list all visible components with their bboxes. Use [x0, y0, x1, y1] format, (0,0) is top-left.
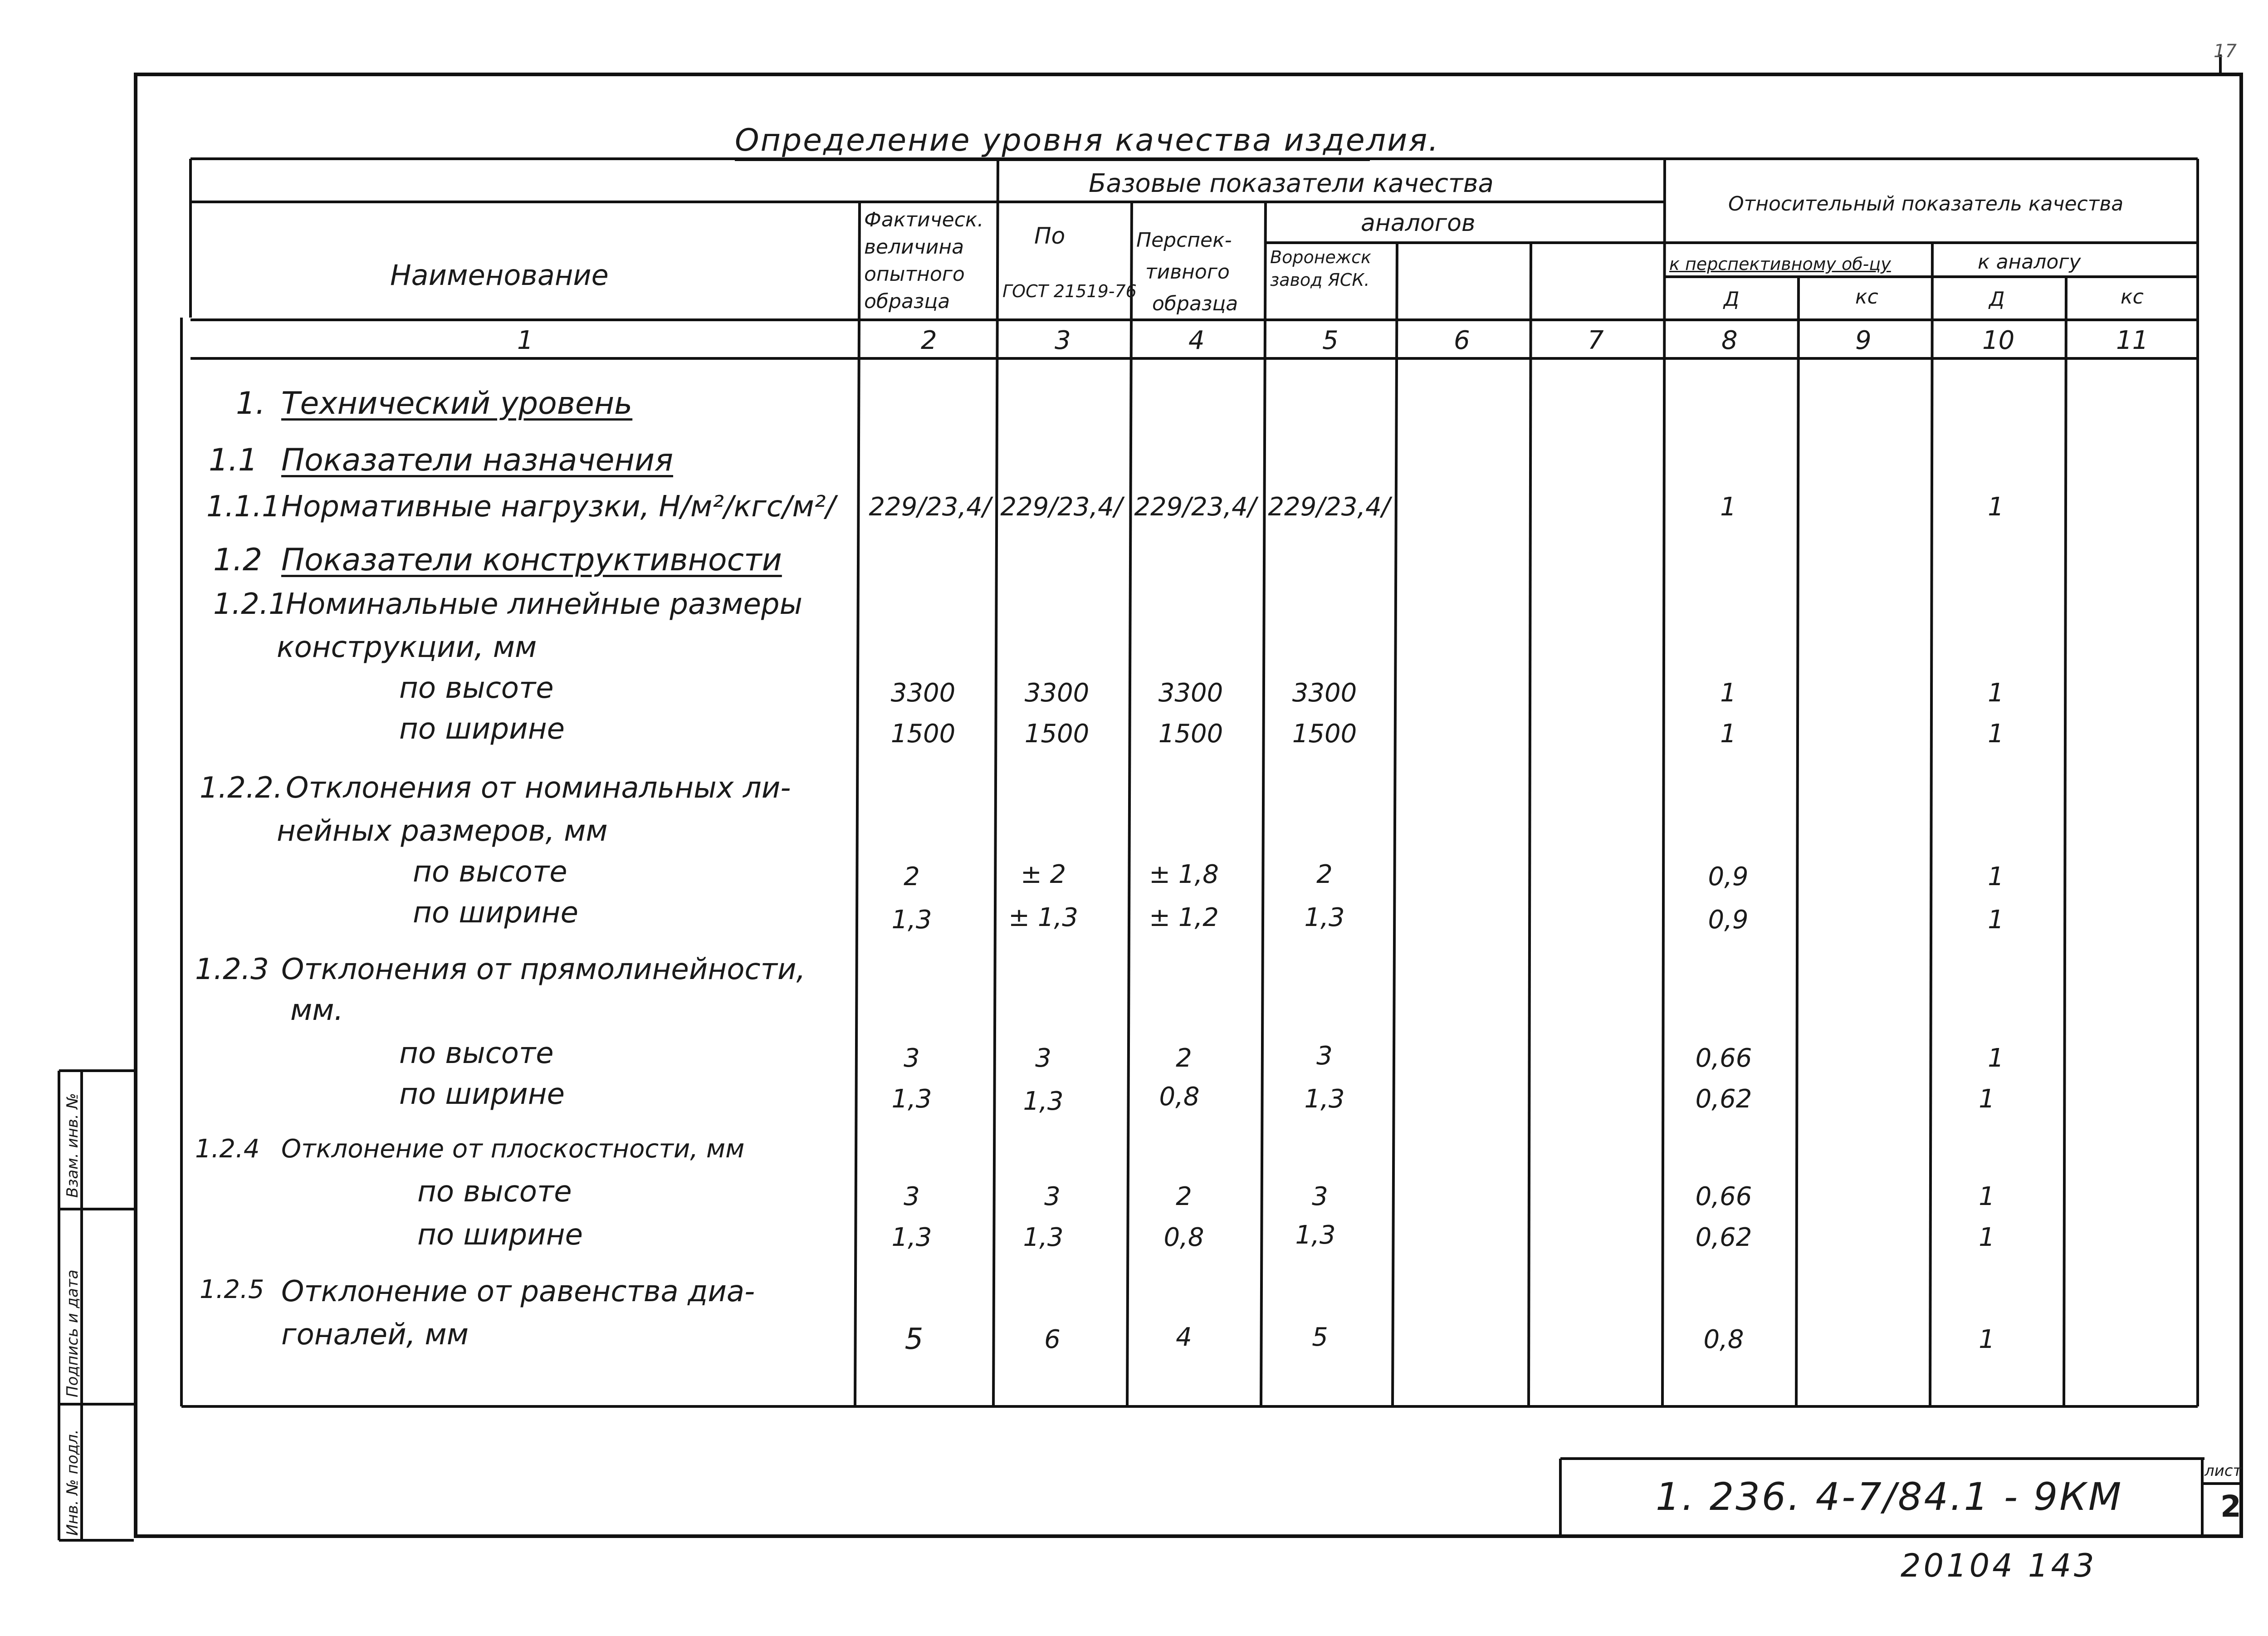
row-height-1-c8: 1 [1720, 678, 1736, 708]
header-d-analog: Д [1989, 288, 2005, 311]
header-voronezh-2: завод ЯСК. [1270, 270, 1370, 290]
document-number: 1. 236. 4-7/84.1 - 9КМ [1656, 1474, 2123, 1519]
row-height-1-c5: 3300 [1292, 678, 1357, 708]
row-width-3-c8: 0,62 [1695, 1084, 1752, 1114]
header-voronezh-1: Воронежск [1270, 247, 1371, 267]
row-1-2-num: 1.2 [213, 542, 263, 578]
row-1-2-5-c5: 5 [1312, 1323, 1328, 1352]
side-label-replace-inv: Взам. инв. № [64, 1093, 82, 1198]
row-height-3-c10: 1 [1988, 1043, 2004, 1073]
row-1-2-name: Показатели конструктивности [281, 542, 782, 578]
row-1-2-4-num: 1.2.4 [195, 1134, 260, 1164]
row-1-2-5-name2: гоналей, мм [281, 1318, 469, 1352]
row-width-1-c5: 1500 [1292, 719, 1357, 749]
header-actual-value-4: образца [864, 290, 950, 313]
row-1-2-5-num: 1.2.5 [200, 1275, 264, 1304]
row-1-2-3-num: 1.2.3 [195, 953, 269, 986]
inventory-number: 20104 143 [1901, 1547, 2097, 1584]
row-height-3-c5: 3 [1316, 1041, 1333, 1071]
row-width-2-c8: 0,9 [1708, 905, 1749, 935]
row-height-4-name: по высоте [417, 1175, 572, 1209]
col-number-3: 3 [1055, 326, 1071, 355]
side-label-signature-date: Подпись и дата [64, 1269, 82, 1397]
row-width-3-c2: 1,3 [891, 1084, 932, 1114]
row-width-2-c2: 1,3 [891, 905, 932, 935]
row-1-1-1-name: Нормативные нагрузки, Н/м²/кгс/м²/ [281, 490, 836, 524]
row-height-3-c4: 2 [1176, 1043, 1192, 1073]
row-width-3-c10: 1 [1979, 1084, 1995, 1114]
col-number-10: 10 [1982, 326, 2015, 355]
corner-mark: 17 [2214, 41, 2237, 62]
row-1-1-1-num: 1.1.1 [206, 490, 280, 524]
row-height-2-c5: 2 [1316, 860, 1333, 889]
row-1-2-5-c3: 6 [1044, 1325, 1061, 1354]
header-perspective-2: тивного [1145, 260, 1230, 284]
header-d-perspective: Д [1724, 288, 1740, 311]
header-name: Наименование [390, 259, 609, 292]
header-relative-indicator: Относительный показатель качества [1728, 192, 2124, 216]
sheet-number: 2 [2220, 1489, 2241, 1524]
row-1-2-1-num: 1.2.1 [213, 588, 287, 621]
row-width-1-name: по ширине [399, 712, 565, 746]
row-1-2-3-name: Отклонения от прямолинейности, [281, 953, 806, 986]
row-width-4-c8: 0,62 [1695, 1223, 1752, 1252]
row-width-2-c10: 1 [1988, 905, 2004, 935]
row-1-1-1-c3: 229/23,4/ [1000, 492, 1123, 522]
row-width-3-name: по ширине [399, 1078, 565, 1111]
row-1-2-5-c10: 1 [1979, 1325, 1995, 1354]
row-1-2-4-name: Отклонение от плоскостности, мм [281, 1134, 745, 1164]
header-kc-analog: кс [2121, 285, 2144, 309]
row-height-4-c10: 1 [1979, 1182, 1995, 1211]
header-by-gost-2: ГОСТ 21519-76 [1002, 281, 1137, 301]
row-1-1-1-c10: 1 [1988, 492, 2004, 522]
row-1-2-3-name2: мм. [290, 994, 343, 1027]
col-number-1: 1 [517, 326, 533, 355]
col-number-5: 5 [1322, 326, 1339, 355]
header-perspective-3: образца [1152, 292, 1238, 315]
header-actual-value-3: опытного [864, 263, 965, 286]
row-width-1-c4: 1500 [1158, 719, 1223, 749]
row-1-1-num: 1.1 [209, 442, 258, 478]
row-1-2-2-name: Отклонения от номинальных ли- [286, 771, 791, 805]
row-1-1-1-c8: 1 [1720, 492, 1736, 522]
col-number-9: 9 [1855, 326, 1872, 355]
row-height-2-c2: 2 [904, 862, 920, 891]
row-height-1-c10: 1 [1988, 678, 2004, 708]
row-1-num: 1. [236, 386, 265, 421]
row-1-2-1-name: Номинальные линейные размеры [286, 588, 803, 621]
row-1-2-5-c4: 4 [1176, 1323, 1192, 1352]
row-height-3-c2: 3 [904, 1043, 920, 1073]
row-1-1-name: Показатели назначения [281, 442, 674, 478]
row-width-1-c2: 1500 [890, 719, 956, 749]
row-1-name: Технический уровень [281, 386, 633, 421]
row-width-4-c4: 0,8 [1163, 1223, 1204, 1252]
row-width-2-c4: ± 1,2 [1149, 903, 1219, 932]
row-height-4-c4: 2 [1176, 1182, 1192, 1211]
row-width-3-c4: 0,8 [1159, 1082, 1200, 1112]
row-width-2-name: по ширине [413, 896, 578, 930]
row-width-1-c8: 1 [1720, 719, 1736, 749]
row-1-2-1-name2: конструкции, мм [277, 631, 537, 664]
row-height-2-c4: ± 1,8 [1149, 860, 1219, 889]
row-height-4-c2: 3 [904, 1182, 920, 1211]
row-width-4-c3: 1,3 [1023, 1223, 1064, 1252]
header-actual-value-2: величина [864, 235, 964, 259]
row-width-3-c3: 1,3 [1023, 1087, 1064, 1116]
col-number-8: 8 [1721, 326, 1738, 355]
row-height-4-c3: 3 [1044, 1182, 1061, 1211]
col-number-4: 4 [1188, 326, 1205, 355]
header-to-perspective: к перспективному об-цу [1669, 254, 1891, 274]
row-height-1-name: по высоте [399, 671, 554, 705]
row-height-3-c8: 0,66 [1695, 1043, 1752, 1073]
row-width-4-c10: 1 [1979, 1223, 1995, 1252]
row-height-2-c3: ± 2 [1020, 860, 1066, 889]
row-width-4-name: по ширине [417, 1218, 583, 1252]
col-number-2: 2 [921, 326, 937, 355]
row-height-1-c3: 3300 [1024, 678, 1090, 708]
row-height-2-c10: 1 [1988, 862, 2004, 891]
header-base-indicators: Базовые показатели качества [1089, 169, 1494, 198]
row-width-3-c5: 1,3 [1304, 1084, 1345, 1114]
row-height-1-c4: 3300 [1158, 678, 1223, 708]
col-number-11: 11 [2116, 326, 2149, 355]
page-title: Определение уровня качества изделия. [735, 122, 1440, 158]
row-width-2-c3: ± 1,3 [1008, 903, 1078, 932]
row-1-1-1-c4: 229/23,4/ [1134, 492, 1256, 522]
row-width-2-c5: 1,3 [1304, 903, 1345, 932]
row-width-4-c2: 1,3 [891, 1223, 932, 1252]
row-1-2-2-name2: нейных размеров, мм [277, 814, 608, 848]
row-1-1-1-c2: 229/23,4/ [869, 492, 991, 522]
row-height-2-c8: 0,9 [1708, 862, 1749, 891]
row-height-4-c5: 3 [1312, 1182, 1328, 1211]
row-height-1-c2: 3300 [890, 678, 956, 708]
row-1-2-5-c2: 5 [904, 1323, 924, 1356]
row-width-1-c3: 1500 [1024, 719, 1090, 749]
side-label-orig-inv: Инв. № подл. [64, 1429, 82, 1536]
row-width-4-c5: 1,3 [1295, 1220, 1336, 1250]
col-number-6: 6 [1454, 326, 1470, 355]
header-by-gost-1: По [1034, 223, 1066, 249]
sheet-label: лист [2204, 1462, 2242, 1480]
row-width-1-c10: 1 [1988, 719, 2004, 749]
row-height-3-name: по высоте [399, 1037, 554, 1070]
header-perspective-1: Перспек- [1136, 229, 1232, 252]
col-number-7: 7 [1588, 326, 1604, 355]
row-1-1-1-c5: 229/23,4/ [1268, 492, 1390, 522]
header-to-analog: к аналогу [1978, 250, 2081, 274]
header-analogs: аналогов [1361, 210, 1476, 237]
row-height-3-c3: 3 [1035, 1043, 1051, 1073]
row-1-2-2-num: 1.2.2. [200, 771, 283, 805]
header-kc-perspective: кс [1855, 285, 1878, 309]
row-height-2-name: по высоте [413, 855, 567, 889]
row-height-4-c8: 0,66 [1695, 1182, 1752, 1211]
header-actual-value-1: Фактическ. [864, 208, 984, 231]
row-1-2-5-name: Отклонение от равенства диа- [281, 1275, 755, 1308]
row-1-2-5-c8: 0,8 [1703, 1325, 1744, 1354]
